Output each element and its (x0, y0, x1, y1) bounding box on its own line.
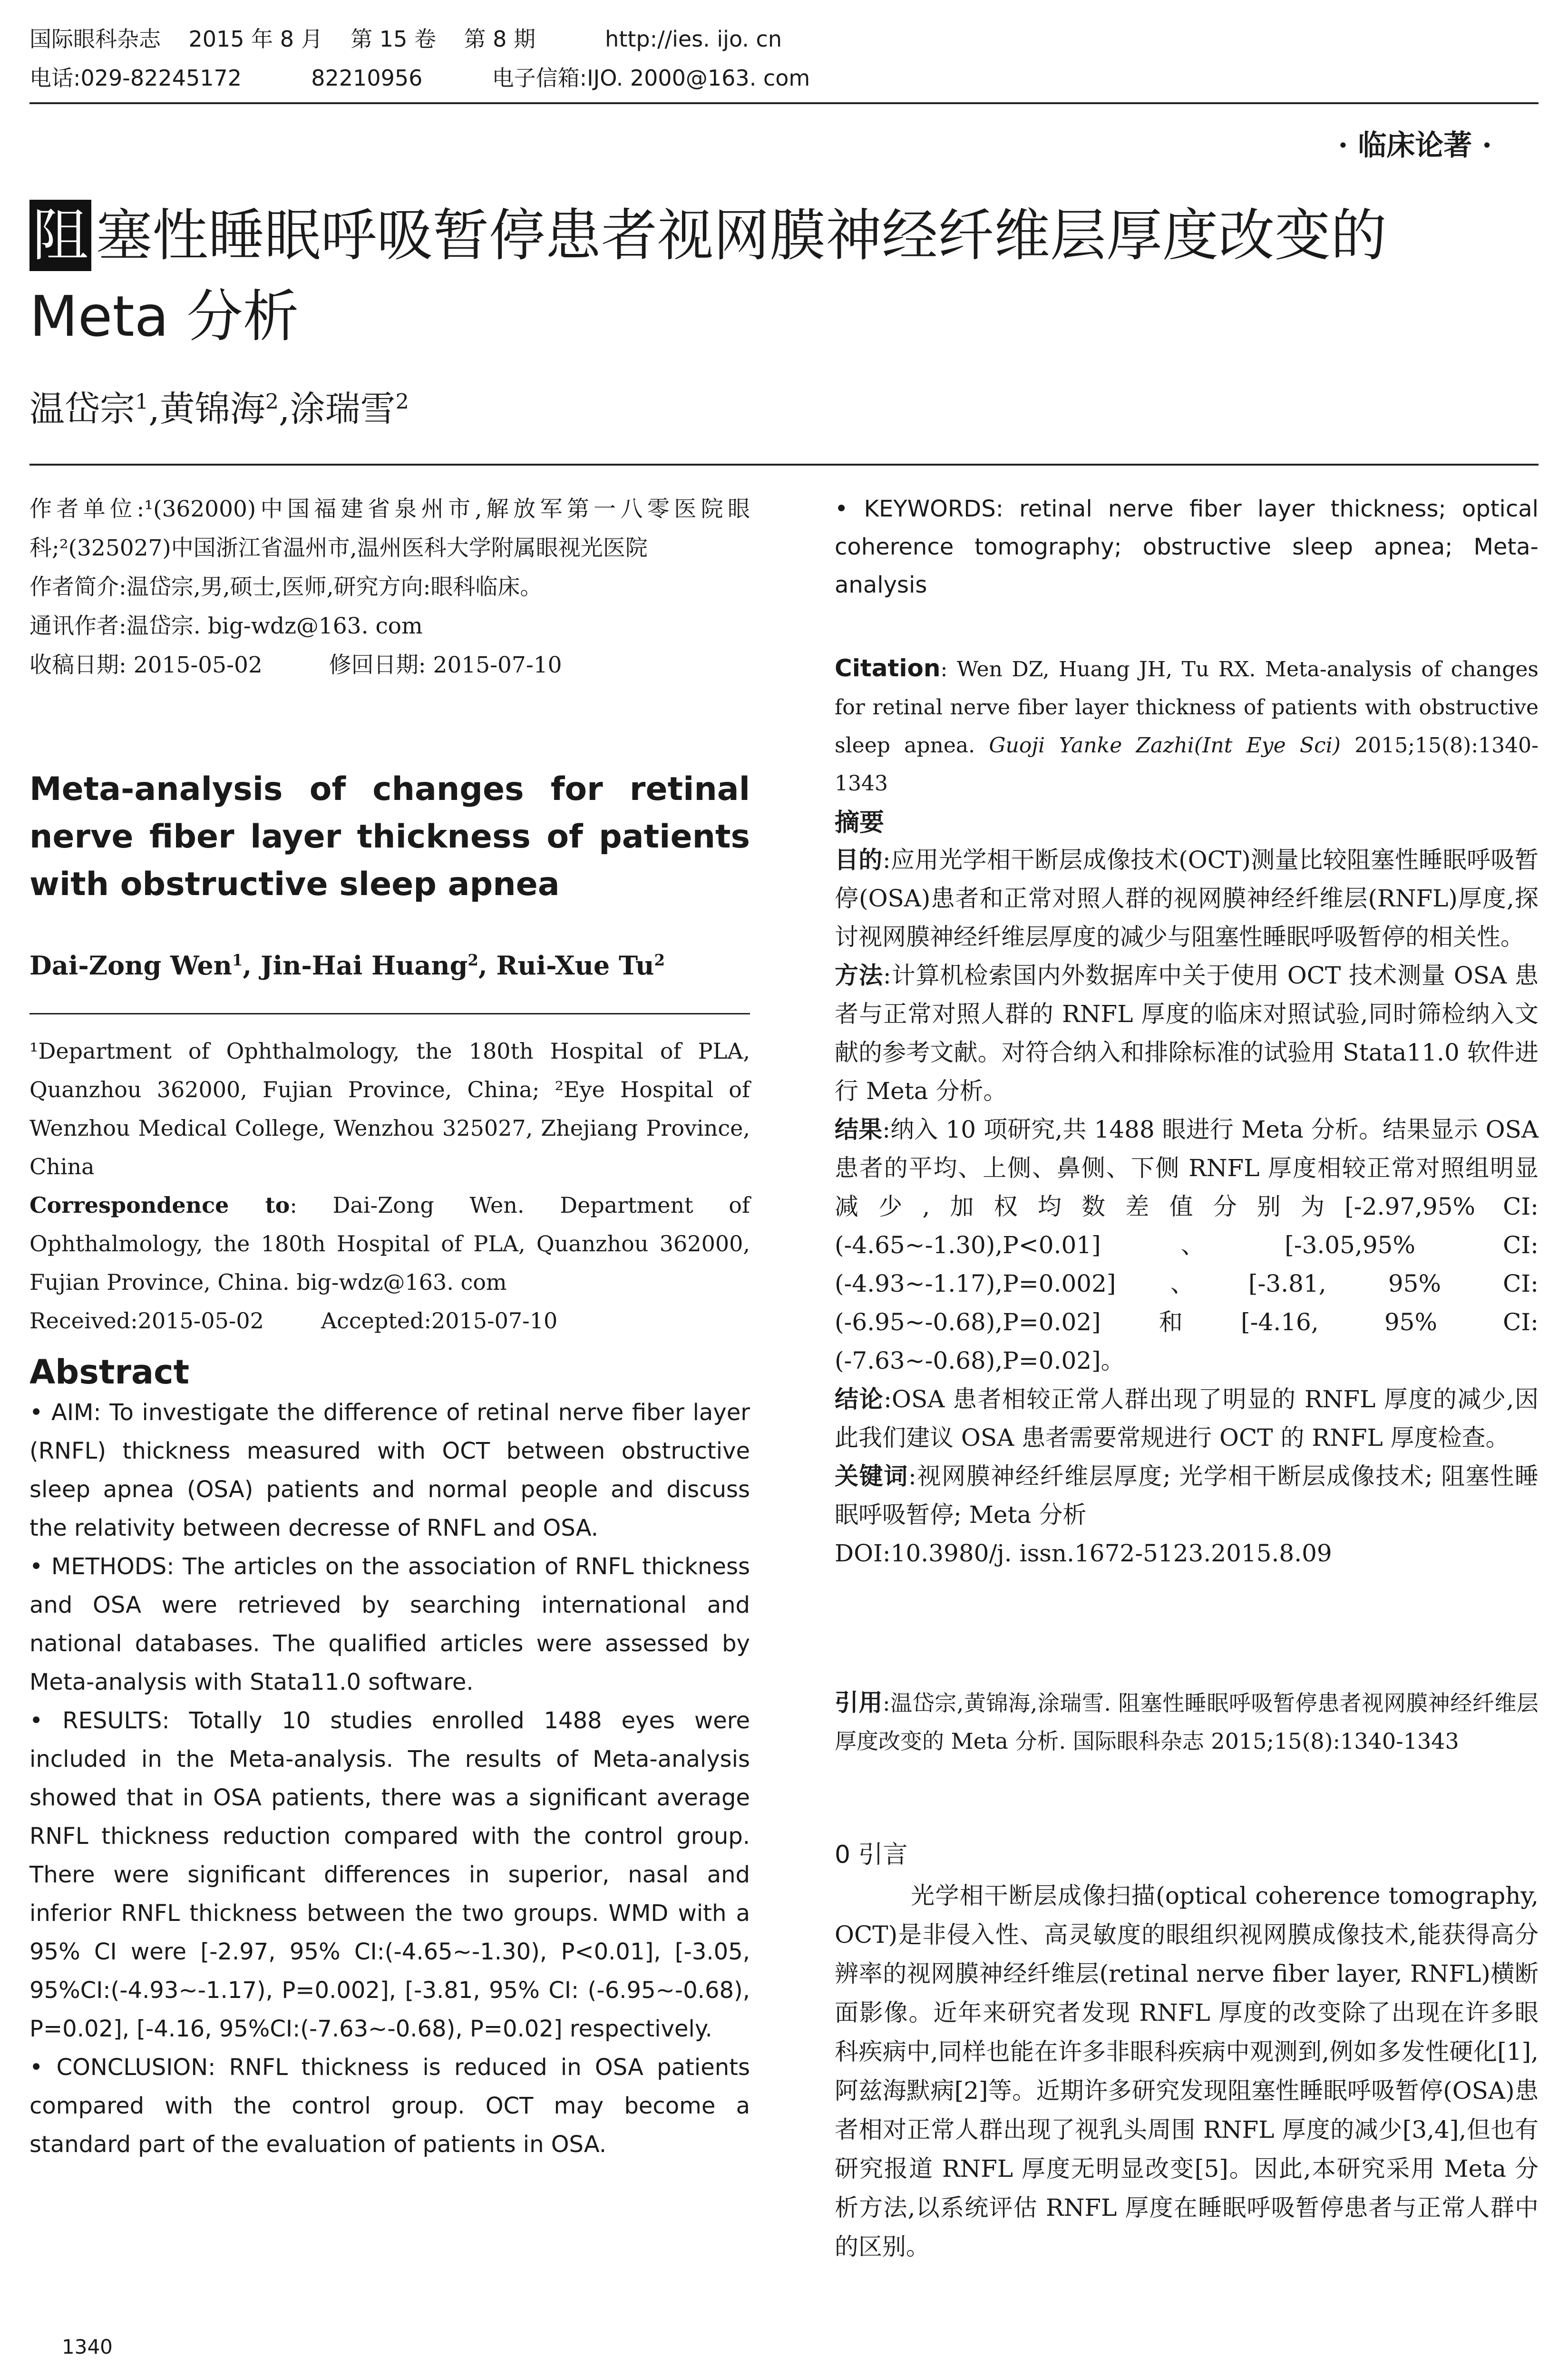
page-number: 1340 (62, 2335, 113, 2358)
abstract-cn-result-text: :纳入 10 项研究,共 1488 眼进行 Meta 分析。结果显示 OSA 患者的平均、上侧、鼻侧、下侧 RNFL 厚度相较正常对照组明显减少,加权均数差值分别为[-2.97,95% CI:(-4.65~-1.30),P<0.01]、[-3.05,95% CI:(-4.93~-1.17),P=0.002]、[-3.81, 95% CI:(-6.95~-0.68),P=0.02]和[-4.16, 95% CI: (-7.63~-0.68),P=0.02]。 (835, 1116, 1539, 1374)
abstract-cn-method (835, 956, 1539, 1111)
abstract-methods (29, 1548, 750, 1702)
author-cn-2-sup: 2 (265, 390, 279, 414)
keywords-en (835, 490, 1539, 604)
author-cn-1: 温岱宗 (29, 389, 135, 429)
correspondence-en (29, 1186, 750, 1302)
author-en-3: Rui-Xue Tu (496, 950, 654, 981)
affiliation-en: ¹Department of Ophthalmology, the 180th Hospital of PLA, Quanzhou 362000, Fujian Province, China; ²Eye Hospital of Wenzhou Medical College, Wenzhou 325027, Zhejiang Province, China (29, 1038, 750, 1179)
abstract-conclusion-text: : RNFL thickness is reduced in OSA patients compared with the control group. OCT may become a standard part of the evaluation of patients in OSA. (29, 2054, 750, 2158)
received-date-cn: 收稿日期: 2015-05-02 (29, 652, 263, 678)
citation-en-volume: 2015;15(8):1340-1343 (835, 733, 1539, 796)
citation-en (835, 649, 1539, 803)
abstract-cn-method-label: 方法 (835, 962, 883, 989)
citation-en-journal: Guoji Yanke Zazhi(Int Eye Sci) (989, 733, 1341, 758)
correspondence-label: Correspondence to (29, 1192, 290, 1218)
abstract-aim-label: • AIM (29, 1399, 94, 1426)
citation-cn (835, 1684, 1539, 1760)
intro-paragraph: 光学相干断层成像扫描(optical coherence tomography, OCT)是非侵入性、高灵敏度的眼组织视网膜成像技术,能获得高分辨率的视网膜神经纤维层(retinal nerve fiber layer, RNFL)横断面影像。近年来研究者发现 RNFL 厚度的改变除了出现在许多眼科疾病中,同样也能在许多非眼科疾病中观测到,例如多发性硬化[1],阿兹海默病[2]等。近期许多研究发现阻塞性睡眠呼吸暂停(OSA)患者相对正常人群出现了视乳头周围 RNFL 厚度的减少[3,4],但也有研究报道 RNFL 厚度无明显改变[5]。因此,本研究采用 Meta 分析方法,以系统评估 RNFL 厚度在睡眠呼吸暂停患者与正常人群中的区别。 (835, 1882, 1539, 2260)
author-cn-1-sup: 1 (135, 390, 149, 414)
citation-cn-text: :温岱宗,黄锦海,涂瑞雪. 阻塞性睡眠呼吸暂停患者视网膜神经纤维层厚度改变的 Meta 分析. 国际眼科杂志 2015;15(8):1340-1343 (835, 1690, 1539, 1754)
corresponding-author: 通讯作者:温岱宗. big-wdz@163. com (29, 613, 423, 639)
keywords-en-text: : retinal nerve fiber layer thickness; optical coherence tomography; obstructive sleep apnea; Meta-analysis (835, 496, 1539, 598)
abstract-cn-result (835, 1111, 1539, 1380)
abstract-conclusion-label: • CONCLUSION (29, 2054, 208, 2081)
abstract-heading: Abstract (29, 1353, 190, 1392)
authors-cn: 温岱宗$^1$,黄锦海$^2$,涂瑞雪$^2$ (29, 389, 409, 429)
author-en-3-sup: 2 (654, 951, 665, 969)
section-label: · 临床论著 · (1338, 129, 1492, 162)
info-cn-block (29, 490, 750, 685)
abstract-methods-label: • METHODS (29, 1553, 167, 1580)
abstract-results-text: : Totally 10 studies enrolled 1488 eyes were included in the Meta-analysis. The results of Meta-analysis showed that in OSA patients, there was a significant average RNFL thickness reduction compared with the control group. There were significant differences in superior, nasal and inferior RNFL thickness between the two groups. WMD with a 95% CI were [-2.97, 95% CI:(-4.65~-1.30), P<0.01], [-3.05, 95%CI:(-4.93~-1.17), P=0.002], [-3.81, 95% CI: (-6.95~-0.68), P=0.02], [-4.16, 95%CI:(-7.63~-0.68), P=0.02] respectively. (29, 1707, 750, 2042)
page-title (29, 200, 1387, 271)
title-line1: 塞性睡眠呼吸暂停患者视网膜神经纤维层厚度改变的 (96, 203, 1387, 268)
abstract-cn-aim (835, 841, 1539, 956)
english-title: Meta-analysis of changes for retinal nerve fiber layer thickness of patients with obstructive sleep apnea (29, 770, 750, 903)
abstract-cn-method-text: :计算机检索国内外数据库中关于使用 OCT 技术测量 OSA 患者与正常对照人群的 RNFL 厚度的临床对照试验,同时筛检纳入文献的参考文献。对符合纳入和排除标准的试验用 Stata11.0 软件进行 Meta 分析。 (835, 962, 1539, 1105)
abstract-cn-keywords (835, 1457, 1539, 1534)
authors-rule (29, 464, 1539, 466)
doi: DOI:10.3980/j. issn.1672-5123.2015.8.09 (835, 1539, 1332, 1567)
abstract-aim-text: : To investigate the difference of retinal nerve fiber layer (RNFL) thickness measured with OCT between obstructive sleep apnea (OSA) patients and normal people and discuss the relativity between decresse of RNFL and OSA. (29, 1399, 750, 1541)
abstract-cn-result-label: 结果 (835, 1116, 883, 1143)
author-en-2: Jin-Hai Huang (261, 950, 468, 981)
abstract-results-label: • RESULTS (29, 1707, 162, 1734)
citation-en-text: : Wen DZ, Huang JH, Tu RX. Meta-analysis of changes for retinal nerve fiber layer thickness of patients with obstructive sleep apnea. (835, 657, 1539, 758)
abstract-en-body (29, 1393, 750, 2164)
abstract-results (29, 1702, 750, 2048)
abstract-cn-conclusion-label: 结论 (835, 1385, 884, 1413)
author-unit: 作者单位:¹(362000)中国福建省泉州市,解放军第一八零医院眼科;²(325027)中国浙江省温州市,温州医科大学附属眼视光医院 (29, 496, 750, 561)
journal-header-line2: 电话:029-82245172 82210956 电子信箱:IJO. 2000@163. com (29, 65, 810, 91)
citation-cn-label: 引用 (835, 1689, 883, 1716)
author-en-2-sup: 2 (467, 951, 478, 969)
intro-heading: 0 引言 (835, 1841, 908, 1869)
citation-en-label: Citation (835, 654, 941, 682)
abstract-conclusion (29, 2048, 750, 2164)
keywords-en-label: • KEYWORDS (835, 496, 996, 522)
author-cn-2: 黄锦海 (159, 389, 265, 429)
author-cn-3-sup: 2 (395, 390, 409, 414)
author-cn-3: 涂瑞雪 (290, 389, 396, 429)
abstract-cn-aim-label: 目的 (835, 846, 883, 874)
abstract-methods-text: : The articles on the association of RNFL thickness and OSA were retrieved by searching international and national databases. The qualified articles were assessed by Meta-analysis with Stata11.0 software. (29, 1553, 750, 1695)
correspondence-text: : Dai-Zong Wen. Department of Ophthalmology, the 180th Hospital of PLA, Quanzhou 362000, Fujian Province, China. big-wdz@163. com (29, 1192, 750, 1295)
author-en-1-sup: 1 (232, 951, 243, 969)
abstract-cn-conclusion-text: :OSA 患者相较正常人群出现了明显的 RNFL 厚度的减少,因此我们建议 OSA 患者需要常规进行 OCT 的 RNFL 厚度检查。 (835, 1385, 1539, 1452)
abstract-cn-keywords-label: 关键词 (835, 1462, 908, 1490)
author-en-1: Dai-Zong Wen (29, 950, 232, 981)
abstract-cn-conclusion (835, 1380, 1539, 1457)
affiliation-en-block (29, 1032, 750, 1340)
abstract-cn-heading: 摘要 (835, 809, 885, 837)
journal-header-line1: 国际眼科杂志 2015 年 8 月 第 15 卷 第 8 期 http://ies. ijo. cn (29, 26, 782, 52)
dates-cn (29, 646, 750, 685)
affiliation-rule (29, 1013, 750, 1014)
abstract-cn-keywords-text: :视网膜神经纤维层厚度; 光学相干断层成像技术; 阻塞性睡眠呼吸暂停; Meta 分析 (835, 1462, 1539, 1529)
title-line2: Meta 分析 (29, 283, 299, 349)
received-date-en: Received:2015-05-02 (29, 1308, 264, 1334)
accepted-date-en: Accepted:2015-07-10 (321, 1308, 558, 1334)
header-rule (29, 102, 1539, 104)
revised-date-cn: 修回日期: 2015-07-10 (329, 652, 562, 678)
title-drop-cap: 阻 (29, 200, 91, 271)
author-bio: 作者简介:温岱宗,男,硕士,医师,研究方向:眼科临床。 (29, 574, 543, 600)
abstract-aim (29, 1393, 750, 1548)
abstract-cn-aim-text: :应用光学相干断层成像技术(OCT)测量比较阻塞性睡眠呼吸暂停(OSA)患者和正常对照人群的视网膜神经纤维层(RNFL)厚度,探讨视网膜神经纤维层厚度的减少与阻塞性睡眠呼吸暂停的相关性。 (835, 846, 1539, 951)
authors-en: Dai-Zong Wen$^1$, Jin-Hai Huang$^2$, Rui-Xue Tu$^2$ (29, 950, 665, 981)
dates-en (29, 1302, 750, 1340)
abstract-cn-body (835, 841, 1539, 1573)
